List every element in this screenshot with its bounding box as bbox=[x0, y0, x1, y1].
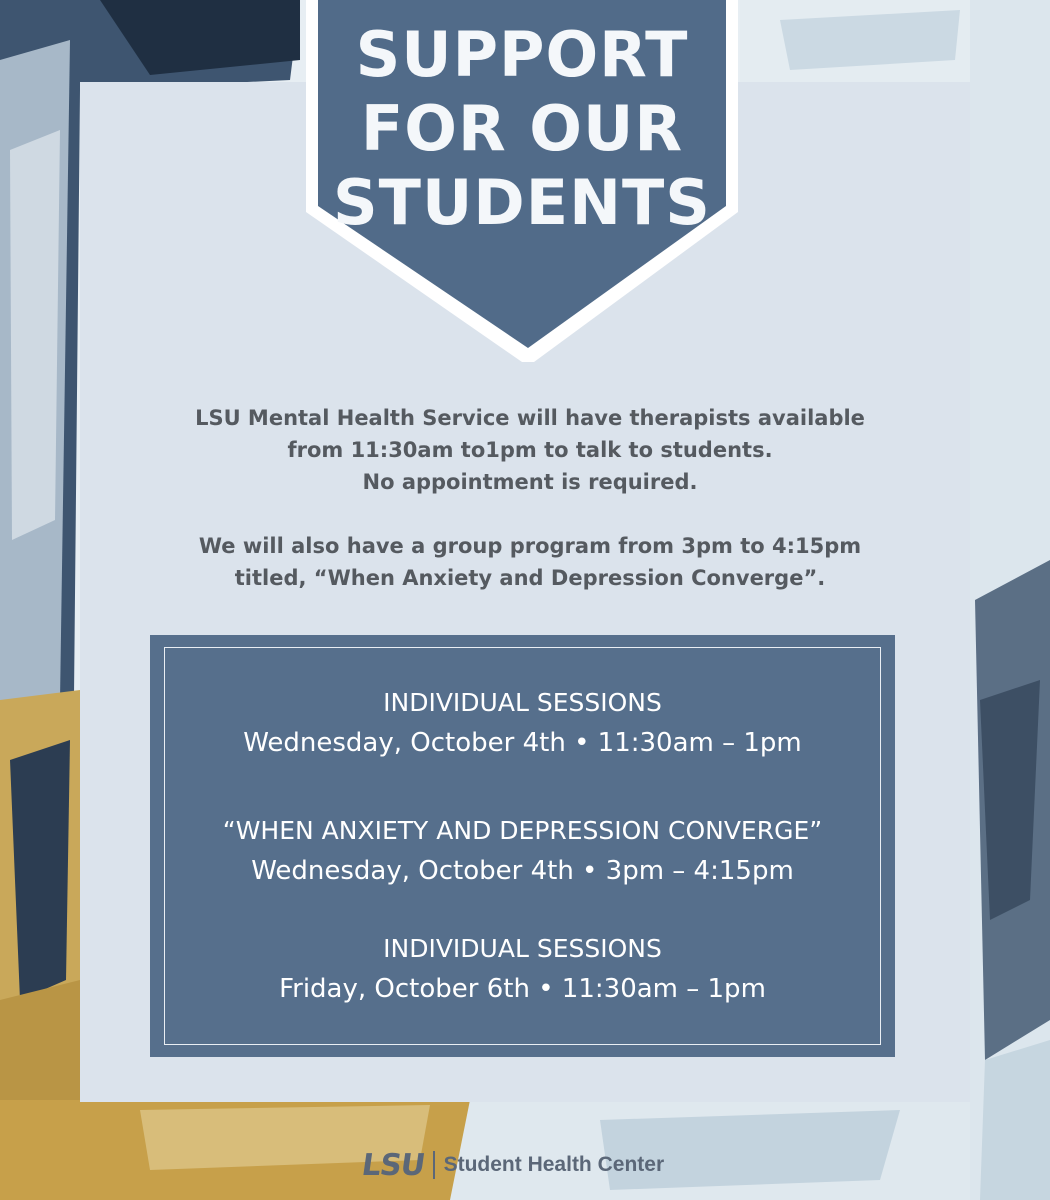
banner-line-2: FOR OUR bbox=[360, 92, 684, 165]
banner-line-3: STUDENTS bbox=[333, 166, 711, 239]
session-2 bbox=[150, 811, 895, 891]
intro-line: titled, “When Anxiety and Depression Converge”. bbox=[234, 566, 826, 590]
schedule-box bbox=[150, 635, 895, 1057]
session-3 bbox=[150, 929, 895, 1009]
session-title: INDIVIDUAL SESSIONS bbox=[383, 934, 662, 963]
banner-title bbox=[306, 18, 738, 240]
footer bbox=[359, 1147, 665, 1183]
lsu-logo: LSU bbox=[359, 1147, 427, 1183]
intro-text bbox=[120, 402, 940, 594]
session-time: Wednesday, October 4th • 11:30am – 1pm bbox=[243, 728, 802, 758]
footer-divider bbox=[433, 1151, 435, 1179]
session-time: Friday, October 6th • 11:30am – 1pm bbox=[279, 974, 766, 1004]
session-time: Wednesday, October 4th • 3pm – 4:15pm bbox=[251, 856, 794, 886]
session-1 bbox=[150, 683, 895, 763]
session-title: INDIVIDUAL SESSIONS bbox=[383, 688, 662, 717]
intro-line: LSU Mental Health Service will have therapists available bbox=[195, 406, 865, 430]
intro-line: We will also have a group program from 3pm to 4:15pm bbox=[198, 534, 862, 558]
footer-text: Student Health Center bbox=[443, 1153, 665, 1176]
banner-line-1: SUPPORT bbox=[355, 18, 689, 91]
intro-line: from 11:30am to1pm to talk to students. bbox=[287, 438, 773, 462]
session-title: “WHEN ANXIETY AND DEPRESSION CONVERGE” bbox=[222, 816, 823, 845]
intro-line: No appointment is required. bbox=[362, 470, 698, 494]
